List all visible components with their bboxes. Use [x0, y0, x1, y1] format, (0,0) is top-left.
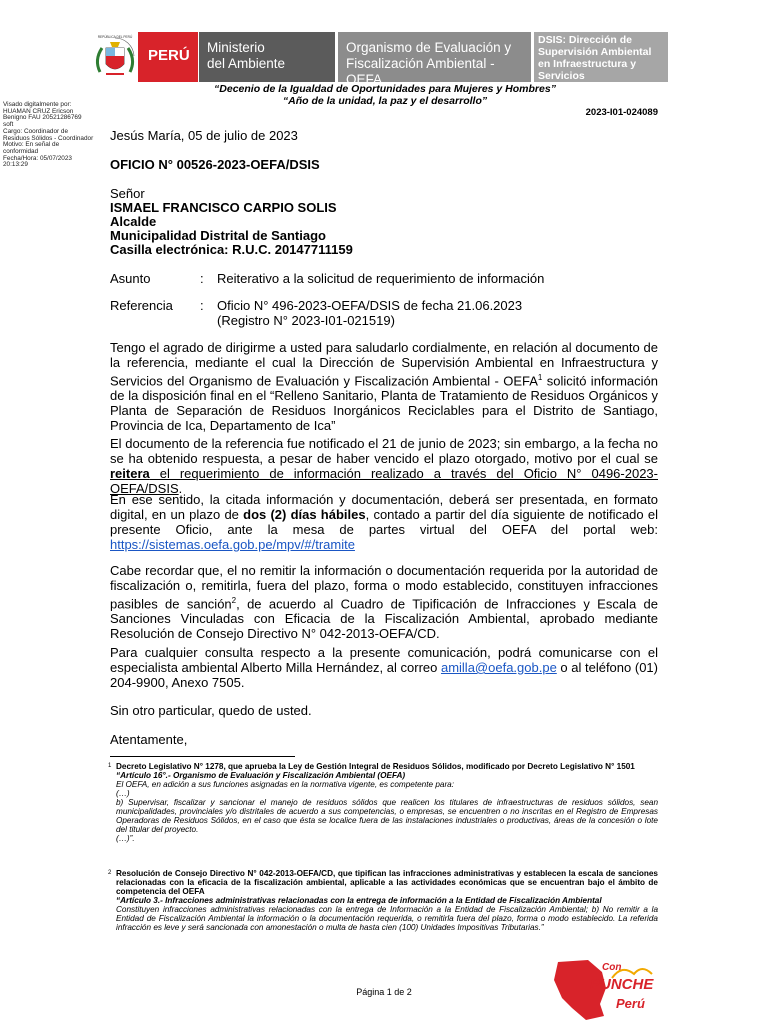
footnote-1-line: b) Supervisar, fiscalizar y sancionar el manejo de residuos sólidos que realicen los titulares de infraestructuras de residuos sólidos, sean municipalidades, provinciales y/o distritales de acuerdo a sus competencias, o empresas, se encuentren o no inscritas en el Registro de Empresas Operadoras de Residuos Sólidos, en el caso que ésta se localice fuera de las instalaciones industriales o productivas, áreas de la concesión o lote del titular del proyecto.: [116, 798, 658, 834]
footnote-number: 2: [108, 870, 112, 876]
page-number: Página 1 de 2: [356, 987, 412, 997]
footnote-1-line: El OEFA, en adición a sus funciones asignadas en la normativa vigente, es competente para:: [116, 780, 455, 789]
dsis-line-4: Servicios: [538, 70, 585, 82]
dsis-line-3: en Infraestructura y: [538, 58, 637, 70]
p2-text-a: El documento de la referencia fue notificado el 21 de junio de 2023; sin embargo, a la fecha no se ha obtenido respuesta, a pesar de haber vencido el plazo otorgado, motivo por el cual se: [110, 436, 658, 466]
signature-line: conformidad: [3, 147, 39, 155]
p2-text-b: el requerimiento de información realizado a través del Oficio N° 0496-2023-OEFA/DSIS: [110, 466, 658, 496]
date-line: Jesús María, 05 de julio de 2023: [110, 128, 298, 143]
footnote-rule: [110, 756, 295, 757]
signature-line: Motivo: En señal de: [3, 141, 60, 149]
footnote-2: [108, 869, 658, 932]
asunto-colon: :: [200, 271, 204, 286]
footnote-1-line: (…): [116, 789, 130, 798]
signature-line: 20:13:29: [3, 161, 28, 169]
paragraph-6: Sin otro particular, quedo de usted.: [110, 703, 312, 718]
p1-text-a: Tengo el agrado de dirigirme a usted para saludarlo cordialmente, en relación al documento de la referencia, mediante el cual la Dirección de Supervisión Ambiental en Infraestructura y Servicios del Organismo de Evaluación y Fiscalización Ambiental - OEFA: [110, 340, 658, 389]
footnote-ref-2: 2: [231, 596, 237, 605]
ministry-header-box: [199, 32, 335, 82]
referencia-colon: :: [200, 298, 204, 313]
footnote-1-article: “Artículo 16°.- Organismo de Evaluación y Fiscalización Ambiental (OEFA): [116, 771, 406, 780]
oficio-number: OFICIO N° 00526-2023-OEFA/DSIS: [110, 157, 320, 172]
closing: Atentamente,: [110, 732, 188, 747]
footnote-2-line: Constituyen infracciones administrativas relacionadas con la entrega de Información a la Entidad de Fiscalización Ambiental; b) No remitir a la Entidad de Fiscalización Ambiental la información o la documentación requerida, o remitirla fuera del plazo, forma o modo establecido. La referida infracción es leve y será sancionada con amonestación o multa de hasta cien (100) Unidades Impositivas Tributarias.”: [116, 905, 658, 932]
ministry-label: [207, 40, 285, 72]
p5-text-a: Para cualquier consulta respecto a la presente comunicación, podrá comunicarse con el especialista ambiental Alberto Milla Hernández, al correo: [110, 645, 658, 675]
email-link[interactable]: amilla@oefa.gob.pe: [440, 660, 557, 675]
ministry-line-2: del Ambiente: [207, 56, 286, 71]
paragraph-3: [110, 492, 658, 552]
signature-line: Residuos Sólidos - Coordinador: [3, 134, 94, 142]
asunto-text: Reiterativo a la solicitud de requerimiento de información: [217, 271, 545, 286]
p2-reitera: reitera: [110, 466, 150, 481]
p3-plazo: dos (2) días hábiles: [243, 507, 366, 522]
mesa-partes-link[interactable]: https://sistemas.oefa.gob.pe/mpv/#/tramite: [110, 537, 355, 552]
logo-punche: PUNCHE: [590, 976, 654, 993]
oefa-header-box: [338, 32, 531, 87]
footnote-1-line: (…)”.: [116, 834, 135, 843]
dsis-header-box: [534, 32, 668, 82]
footnote-1-heading: Decreto Legislativo N° 1278, que aprueba la Ley de Gestión Integral de Residuos Sólidos, modificado por Decreto Legislativo N° 1501: [116, 762, 635, 771]
paragraph-1: [110, 340, 658, 433]
footnote-2-article: “Artículo 3.- Infracciones administrativas relacionadas con la entrega de información a la Entidad de Fiscalización Ambiental: [116, 896, 602, 905]
dsis-line-2: Supervisión Ambiental: [538, 46, 652, 58]
paragraph-4: [110, 563, 658, 641]
footnote-1: [108, 762, 658, 843]
paragraph-5: [110, 645, 658, 690]
footnote-number: 1: [108, 763, 112, 769]
p3-text-a: En ese sentido, la citada información y documentación, deberá ser presentada, en formato digital, en un plazo de: [110, 492, 658, 522]
peru-label: PERÚ: [148, 47, 190, 64]
p3-text-b: , contado a partir del día siguiente de notificado el presente Oficio, ante la mesa de partes virtual del OEFA del portal web:: [110, 507, 658, 537]
signature-line: HUAMAN CRUZ Ericson: [3, 107, 74, 115]
signature-line: Visado digitalmente por:: [3, 101, 72, 108]
signature-line: Fecha/Hora: 05/07/2023: [3, 154, 72, 162]
dsis-label: [538, 34, 651, 82]
referencia-line-1: Oficio N° 496-2023-OEFA/DSIS de fecha 21.06.2023: [217, 298, 523, 313]
recipient-name: ISMAEL FRANCISCO CARPIO SOLIS: [110, 200, 337, 215]
signature-line: Benigno FAU 20521286769: [3, 114, 82, 122]
con-punche-peru-logo: [548, 958, 668, 1022]
document-code: 2023-I01-024089: [585, 107, 658, 118]
p5-text-b: o al teléfono (01) 204-9900, Anexo 7505.: [110, 660, 658, 690]
p4-text-a: Cabe recordar que, el no remitir la información o documentación requerida por la autoridad de fiscalización o, remitirla, fuera del plazo, forma o modo establecido, constituyen infracciones pasibles de sanción: [110, 563, 658, 612]
footnote-ref-1: 1: [537, 373, 543, 382]
oefa-line-2: Fiscalización Ambiental - OEFA: [346, 56, 495, 87]
ministry-line-1: Ministerio: [207, 40, 265, 55]
recipient-title: Alcalde: [110, 214, 157, 229]
digital-signature-stamp: [3, 102, 99, 169]
p1-text-b: solicitó información de la disposición final en el “Relleno Sanitario, Planta de Tratamiento de Residuos Orgánicos y Planta de Separación de Residuos Inorgánicos Reciclables para el Distrito de Santiago, Provincia de Ica, Departamento de Ica”: [110, 373, 658, 434]
peru-coat-of-arms: [92, 34, 138, 84]
signature-line: Cargo: Coordinador de: [3, 127, 69, 135]
p2-text-c: .: [178, 481, 183, 496]
p4-text-b: , de acuerdo al Cuadro de Tipificación de Infracciones y Escala de Sanciones Vinculadas con Eficacia de la Fiscalización Ambiental, aprobado mediante Resolución de Consejo Directivo N° 042-2013-OEFA/CD.: [110, 596, 658, 642]
footnote-2-heading: Resolución de Consejo Directivo N° 042-2013-OEFA/CD, que tipifican las infracciones administrativas y establecen la escala de sanciones relacionadas con la eficacia de la fiscalización ambiental, aplicable a las actividades económicas que se encuentran bajo el ámbito de competencia del OEFA: [116, 869, 658, 896]
referencia-line-2: (Registro N° 2023-I01-021519): [217, 313, 395, 328]
recipient-casilla: Casilla electrónica: R.U.C. 20147711159: [110, 242, 353, 257]
referencia-label: Referencia: [110, 298, 173, 313]
logo-con: Con: [602, 962, 622, 973]
oefa-label: [346, 40, 531, 88]
logo-peru: Perú: [616, 996, 645, 1011]
svg-text:REPÚBLICA DEL PERÚ: REPÚBLICA DEL PERÚ: [97, 35, 133, 39]
paragraph-2: [110, 436, 658, 496]
dsis-line-1: DSIS: Dirección de: [538, 34, 632, 46]
peru-header-box: [138, 32, 198, 82]
year-motto: “Año de la unidad, la paz y el desarrollo”: [282, 95, 488, 107]
decade-motto: “Decenio de la Igualdad de Oportunidades para Mujeres y Hombres”: [214, 83, 556, 95]
asunto-label: Asunto: [110, 271, 151, 286]
recipient-salutation: Señor: [110, 186, 145, 201]
oefa-line-1: Organismo de Evaluación y: [346, 40, 512, 55]
recipient-entity: Municipalidad Distrital de Santiago: [110, 228, 326, 243]
signature-line: soft: [3, 121, 14, 129]
